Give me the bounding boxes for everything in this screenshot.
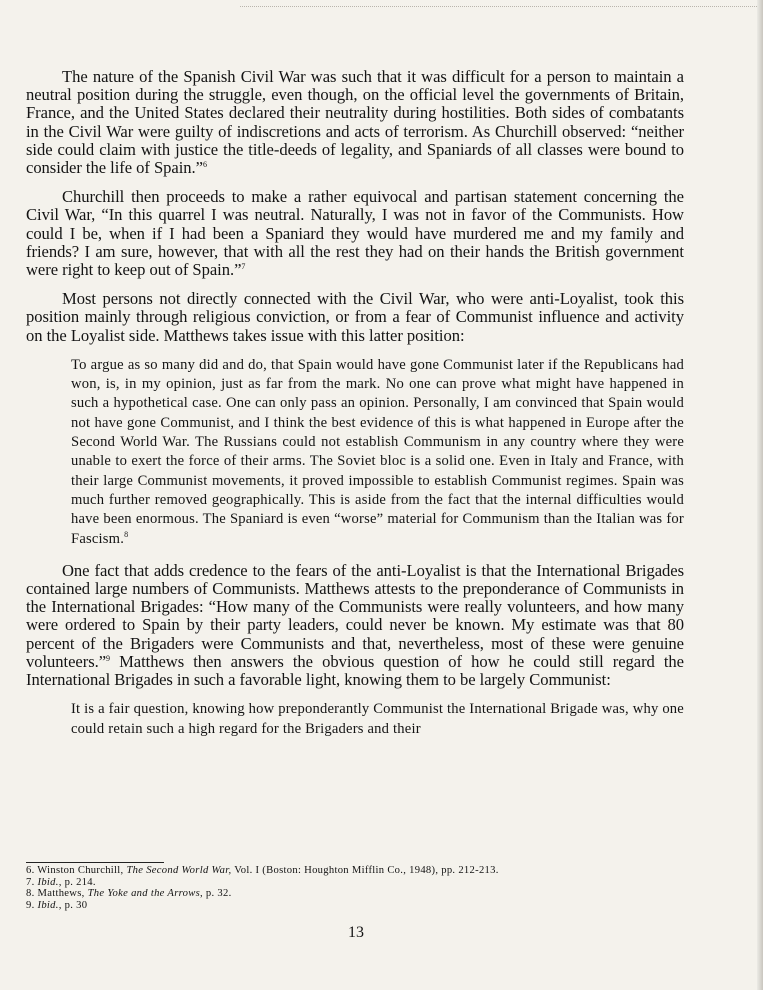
paragraph-churchill <box>26 188 684 279</box>
footnotes <box>26 865 686 911</box>
footnote-divider <box>26 862 164 863</box>
footnote-item: 7. Ibid., p. 214. <box>26 876 96 888</box>
paragraph-text: Matthews then answers the obvious question of how he could still regard the International Brigades in such a favorable light, knowing them to be largely Communist: <box>26 651 684 690</box>
paragraph-text: Churchill then proceeds to make a rather equivocal and partisan statement concerning the Civil War, “In this quarrel I was neutral. Naturally, I was not in favor of the Communists. How could I be, when if I had been a Spaniard they would have murdered me and my family and friends? I am sure, however, that with all the rest they had on their hands the British government were right to keep out of Spain.” <box>26 187 684 280</box>
page-number: 13 <box>348 924 364 941</box>
paragraph-international-brigades <box>26 562 684 689</box>
page-body <box>26 68 684 739</box>
paragraph-text: The nature of the Spanish Civil War was such that it was difficult for a person to maintain a neutral position during the struggle, even though, on the official level the governments of Britain, France, and the United States declared their neutrality during hostilities. Both sides of combatants in the Civil War were guilty of indiscretions and acts of terrorism. As Churchill observed: “neither side could claim with justice the title-deeds of legality, and Spaniards of all classes were bound to consider the life of Spain.” <box>26 67 684 178</box>
footnote-ref[interactable]: 7 <box>241 262 246 272</box>
footnote-item: 9. Ibid., p. 30 <box>26 899 88 911</box>
block-quote-matthews <box>71 356 684 549</box>
footnote-ref[interactable]: 9 <box>106 653 110 663</box>
footnote-item: 8. Matthews, The Yoke and the Arrows, p. 32. <box>26 888 232 900</box>
paragraph-text: One fact that adds credence to the fears of the anti-Loyalist is that the International Brigades contained large numbers of Communists. Matthews attests to the preponderance of Communists in the International Brigades: “How many of the Communists were really volunteers, and how many were ordered to Spain by their party leaders, could never be known. My estimate was that 80 percent of the Brigaders were Communists and that, nevertheless, most of these were genuine volunteers.” <box>26 560 684 671</box>
scan-edge-top <box>240 0 763 7</box>
paragraph-neutrality <box>26 68 684 177</box>
footnote-ref[interactable]: 8 <box>124 529 129 539</box>
footnote-ref[interactable]: 6 <box>202 160 207 170</box>
block-quote-brigades: It is a fair question, knowing how preponderantly Communist the International Brigade was, why one could retain such a high regard for the Brigaders and their <box>71 701 684 737</box>
paragraph-anti-loyalist: Most persons not directly connected with the Civil War, who were anti-Loyalist, took this position mainly through religious conviction, or from a fear of Communist influence and activity on the Loyalist side. Matthews takes issue with this latter position: <box>26 289 684 345</box>
scan-edge-right <box>757 0 763 990</box>
footnote-item: 6. Winston Churchill, The Second World War, Vol. I (Boston: Houghton Mifflin Co., 1948), pp. 212-213. <box>26 865 499 876</box>
quote-text: To argue as so many did and do, that Spain would have gone Communist later if the Republicans had won, is, in my opinion, just as far from the mark. No one can prove what might have happened in such a hypothetical case. One can only pass an opinion. Personally, I am convinced that Spain would not have gone Communist, and I think the best evidence of this is what happened in Europe after the Second World War. The Russians could not establish Communism in any country where they were unable to exert the force of their arms. The Soviet bloc is a solid one. Even in Italy and France, with their large Communist movements, it proved impossible to establish Communist regimes. Spain was much further removed geographically. This is aside from the fact that the internal difficulties would have been enormous. The Spaniard is even “worse” material for Communism than the Italian was for Fascism. <box>71 356 684 547</box>
